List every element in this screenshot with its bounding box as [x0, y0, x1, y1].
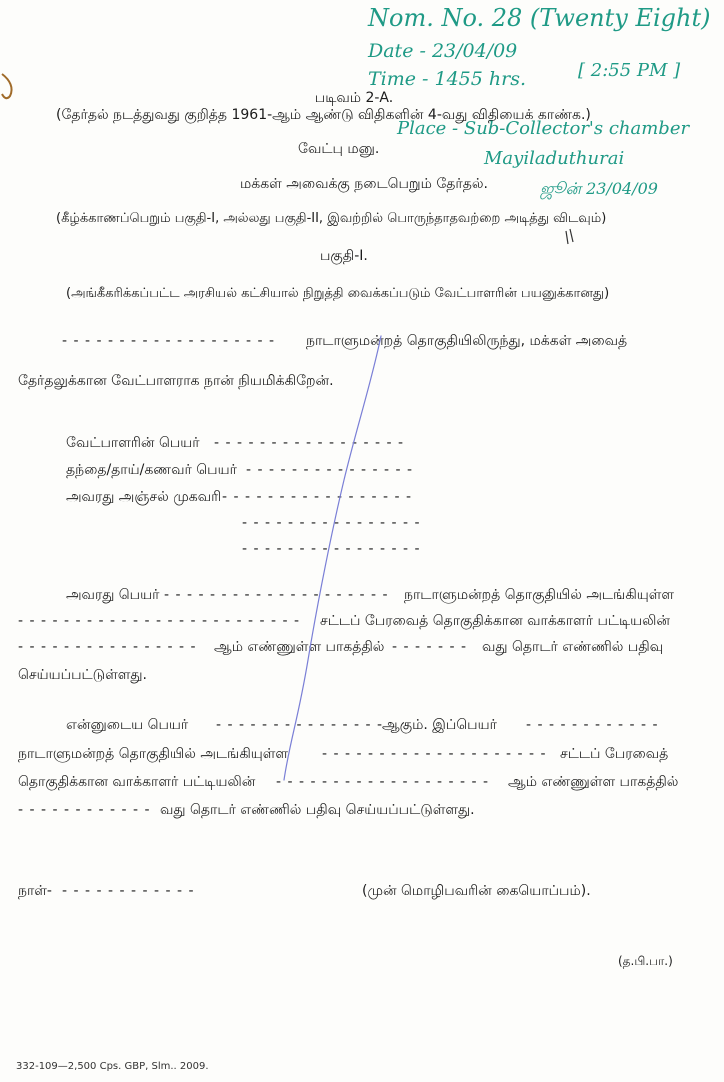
his-name-label: அவரது பெயர் — [66, 587, 160, 603]
handwritten-place-line2: Mayiladuthurai — [484, 148, 625, 169]
my-name-label: என்னுடைய பெயர் — [66, 717, 189, 733]
form-title: வேட்பு மனு. — [298, 141, 380, 157]
para2-line3-end: ஆம் எண்ணுள்ள பாகத்தில் — [508, 774, 679, 790]
para1-line3-field-b: - - - - - - - — [392, 639, 468, 655]
rule-reference: (தேர்தல் நடத்துவது குறித்த 1961-ஆம் ஆண்டு விதிகளின் 4-வது விதியைக் காண்க.) — [56, 107, 591, 123]
nominate-line-1: நாடாளுமன்றத் தொகுதியிலிருந்து, மக்கள் அவைத் — [306, 333, 628, 349]
signature-label: (முன் மொழிபவரின் கையொப்பம்). — [362, 883, 591, 899]
postal-address-label: அவரது அஞ்சல் முகவரி — [66, 489, 222, 505]
constituency-blank: - - - - - - - - - - - - - - - - - - - — [62, 333, 276, 349]
part-title: பகுதி-I. — [320, 248, 368, 264]
handwritten-initials-date: ஜூன் 23/04/09 — [540, 179, 658, 198]
para1-line2-end: சட்டப் பேரவைத் தொகுதிக்கான வாக்காளர் பட்டியலின் — [320, 613, 670, 629]
nominate-line-2: தேர்தலுக்கான வேட்பாளராக நான் நியமிக்கிறேன். — [18, 373, 334, 389]
postal-address-field-2: - - - - - - - - - - - - - - - - — [242, 515, 421, 531]
handwritten-date: Date - 23/04/09 — [368, 40, 518, 62]
para2-line4-field: - - - - - - - - - - - - — [18, 802, 151, 818]
handwritten-place-line1: Place - Sub-Collector's chamber — [397, 118, 690, 139]
handwritten-time: Time - 1455 hrs. — [368, 68, 527, 90]
part-note: (அங்கீகரிக்கப்பட்ட அரசியல் கட்சியால் நிறுத்தி வைக்கப்படும் வேட்பாளரின் பயனுக்கானது) — [66, 286, 610, 301]
date-label: நாள்- — [18, 883, 52, 899]
handwritten-time-bracket: [ 2:55 PM ] — [578, 60, 681, 81]
postal-address-field-1: - - - - - - - - - - - - - - - - - — [222, 489, 413, 505]
para2-line1-field: - - - - - - - - - - - - — [526, 717, 659, 733]
para2-line1-mid: ஆகும். இப்பெயர் — [382, 717, 497, 733]
para1-line1-end: நாடாளுமன்றத் தொகுதியில் அடங்கியுள்ள — [404, 587, 675, 603]
election-heading: மக்கள் அவைக்கு நடைபெறும் தேர்தல். — [240, 176, 488, 192]
para1-line3-mid: ஆம் எண்ணுள்ள பாகத்தில் — [214, 639, 385, 655]
para1-line3-field-a: - - - - - - - - - - - - - - - - — [18, 639, 197, 655]
date-field: - - - - - - - - - - - - — [62, 883, 195, 899]
form-number: படிவம் 2-A. — [314, 90, 394, 106]
para2-line2-start: நாடாளுமன்றத் தொகுதியில் அடங்கியுள்ள — [18, 746, 289, 762]
relation-name-label: தந்தை/தாய்/கணவர் பெயர் — [66, 462, 237, 478]
candidate-name-label: வேட்பாளரின் பெயர் — [66, 435, 200, 451]
his-name-field: - - - - - - - - - - - - - - - - - - - - — [164, 587, 389, 603]
page-continuation-note: (த.பி.பா.) — [618, 954, 673, 968]
para2-line3-field: - - - - - - - - - - - - - - - - - - - — [276, 774, 490, 790]
my-name-field: - - - - - - - - - - - - - - - — [216, 717, 384, 733]
para2-line2-field: - - - - - - - - - - - - - - - - - - - - — [322, 746, 547, 762]
printer-line: 332-109—2,500 Cps. GBP, Slm.. 2009. — [16, 1061, 209, 1072]
strike-out-instruction: (கீழ்க்காணப்பெறும் பகுதி-I, அல்லது பகுதி-II, இவற்றில் பொருந்தாதவற்றை அடித்து விடவும்) — [56, 211, 607, 226]
para1-line2-field: - - - - - - - - - - - - - - - - - - - - - - - - - — [18, 613, 301, 629]
para1-line4: செய்யப்பட்டுள்ளது. — [18, 667, 147, 683]
handwritten-nomination-number: Nom. No. 28 (Twenty Eight) — [368, 4, 711, 32]
candidate-name-field: - - - - - - - - - - - - - - - - - — [214, 435, 405, 451]
para2-line4-end: வது தொடர் எண்ணில் பதிவு செய்யப்பட்டுள்ளது. — [160, 802, 475, 818]
para1-line3-end: வது தொடர் எண்ணில் பதிவு — [482, 639, 664, 655]
postal-address-field-3: - - - - - - - - - - - - - - - - — [242, 541, 421, 557]
para2-line3-start: தொகுதிக்கான வாக்காளர் பட்டியலின் — [18, 774, 256, 790]
para2-line2-end: சட்டப் பேரவைத் — [560, 746, 669, 762]
relation-name-field: - - - - - - - - - - - - - - - — [246, 462, 414, 478]
